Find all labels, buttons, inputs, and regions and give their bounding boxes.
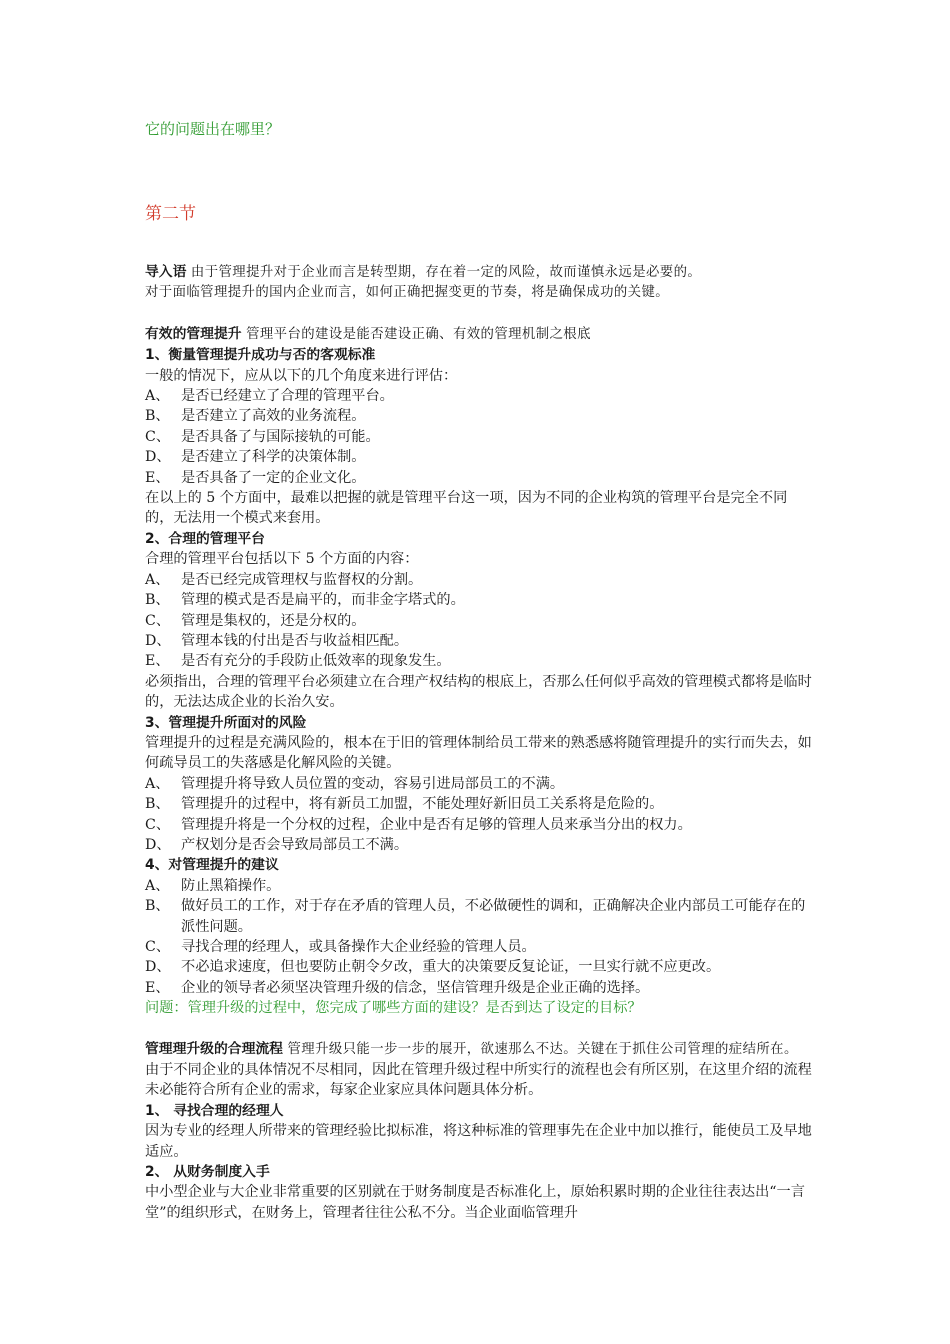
section-title: 第二节 [145, 204, 196, 224]
intro-label: 导入语 [145, 264, 187, 280]
part2-label: 管理理升级的合理流程 [145, 1040, 283, 1057]
list2 [145, 570, 815, 672]
list-item: A、 防止黑箱操作。 [145, 877, 281, 894]
part1-question: 问题：管理升级的过程中，您完成了哪些方面的建设？是否到达了设定的目标？ [145, 1000, 642, 1017]
part1-h3: 3、管理提升所面对的风险 [145, 714, 307, 731]
list-item: C、 管理提升将是一个分权的过程，企业中是否有足够的管理人员来承当分出的权力。 [145, 816, 692, 833]
part1-p2: 在以上的 5 个方面中，最难以把握的就是管理平台这一项，因为不同的企业构筑的管理平台是完全不同的，无法用一个模式来套用。 [145, 490, 788, 527]
list-item: C、 是否具备了与国际接轨的可能。 [145, 428, 380, 445]
list-item: A、 是否已经建立了合理的管理平台。 [145, 388, 394, 405]
list1 [145, 386, 815, 488]
list-item: B、 管理的模式是否是扁平的，而非金字塔式的。 [145, 592, 465, 609]
document-body [145, 262, 815, 1223]
list3 [145, 774, 815, 856]
part2-p1: 由于不同企业的具体情况不尽相同，因此在管理升级过程中所实行的流程也会有所区别，在这里介绍的流程未必能符合所有企业的需求，每家企业家应具体问题具体分析。 [145, 1062, 812, 1099]
part1-h2: 2、合理的管理平台 [145, 530, 265, 547]
question-top: 它的问题出在哪里？ [145, 120, 281, 138]
part2-h1: 1、 寻找合理的经理人 [145, 1102, 284, 1119]
part1-p4: 必须指出，合理的管理平台必须建立在合理产权结构的根底上，否那么任何似乎高效的管理模式都将是临时的，无法达成企业的长治久安。 [145, 673, 812, 711]
list4 [145, 876, 815, 998]
part1-label: 有效的管理提升 [145, 325, 242, 342]
part1-p1: 一般的情况下，应从以下的几个角度来进行评估： [145, 367, 458, 384]
list-item: B、 做好员工的工作，对于存在矛盾的管理人员，不必做硬性的调和，正确解决企业内部员工可能存在的派性问题。 [145, 898, 806, 935]
intro-line2: 对于面临管理提升的国内企业而言，如何正确把握变更的节奏，将是确保成功的关键。 [145, 285, 670, 301]
part1-tagline: 管理平台的建设是能否建设正确、有效的管理机制之根底 [246, 326, 591, 342]
intro-line1: 由于管理提升对于企业而言是转型期，存在着一定的风险，故而谨慎永远是必要的。 [190, 265, 702, 280]
list-item: D、 管理本钱的付出是否与收益相匹配。 [145, 632, 409, 649]
part2-h2: 2、 从财务制度入手 [145, 1164, 270, 1181]
list-item: B、 是否建立了高效的业务流程。 [145, 408, 366, 425]
intro-paragraph [145, 262, 815, 283]
list-item: E、 是否具备了一定的企业文化。 [145, 469, 366, 486]
part1-h1: 1、衡量管理提升成功与否的客观标准 [145, 347, 376, 364]
list-item: B、 管理提升的过程中，将有新员工加盟，不能处理好新旧员工关系将是危险的。 [145, 796, 664, 813]
part2-tagline: 管理升级只能一步一步的展开，欲速那么不达。关键在于抓住公司管理的症结所在。 [287, 1041, 798, 1057]
part1-h4: 4、对管理提升的建议 [145, 857, 279, 874]
list-item: D、 产权划分是否会导致局部员工不满。 [145, 836, 409, 853]
part1-p3: 合理的管理平台包括以下 5 个方面的内容： [145, 551, 419, 568]
list-item: D、 是否建立了科学的决策体制。 [145, 449, 366, 466]
part2-p3: 中小型企业与大企业非常重要的区别就在于财务制度是否标准化上，原始积累时期的企业往往表达出“一言堂”的组织形式，在财务上，管理者往往公私不分。当企业面临管理升 [145, 1184, 805, 1221]
part2-heading [145, 1039, 815, 1060]
list-item: D、 不必追求速度，但也要防止朝令夕改，重大的决策要反复论证，一旦实行就不应更改。 [145, 959, 721, 976]
part1-p5: 管理提升的过程是充满风险的，根本在于旧的管理体制给员工带来的熟悉感将随管理提升的实行而失去，如何疏导员工的失落感是化解风险的关键。 [145, 734, 812, 772]
list-item: E、 企业的领导者必须坚决管理升级的信念，坚信管理升级是企业正确的选择。 [145, 979, 650, 996]
list-item: C、 寻找合理的经理人，或具备操作大企业经验的管理人员。 [145, 939, 536, 955]
part1-heading [145, 324, 815, 345]
part2-p2: 因为专业的经理人所带来的管理经验比拟标准，将这种标准的管理事先在企业中加以推行，能使员工及早地适应。 [145, 1123, 812, 1160]
list-item: C、 管理是集权的，还是分权的。 [145, 612, 366, 629]
list-item: E、 是否有充分的手段防止低效率的现象发生。 [145, 653, 451, 670]
list-item: A、 是否已经完成管理权与监督权的分割。 [145, 571, 423, 588]
list-item: A、 管理提升将导致人员位置的变动，容易引进局部员工的不满。 [145, 775, 565, 792]
